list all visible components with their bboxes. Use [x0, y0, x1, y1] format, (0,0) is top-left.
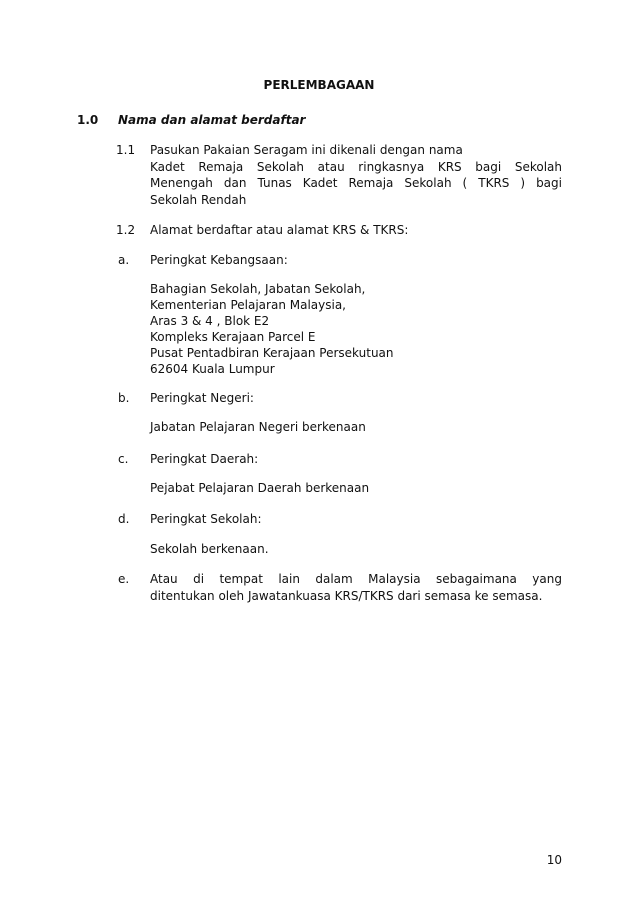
- item-1-1-line-1: Pasukan Pakaian Seragam ini dikenali dengan nama: [150, 143, 463, 157]
- sub-item-e-line-2: ditentukan oleh Jawatankuasa KRS/TKRS dari semasa ke semasa.: [150, 589, 543, 603]
- section-heading: Nama dan alamat berdaftar: [118, 113, 306, 127]
- item-1-2-text: Alamat berdaftar atau alamat KRS & TKRS:: [150, 223, 409, 237]
- address-line: Bahagian Sekolah, Jabatan Sekolah,: [150, 282, 366, 296]
- sub-item-letter-e: e.: [118, 572, 130, 586]
- sub-item-letter-b: b.: [118, 391, 130, 405]
- sub-item-b-text: Jabatan Pelajaran Negeri berkenaan: [150, 420, 366, 434]
- sub-item-c-heading: Peringkat Daerah:: [150, 452, 259, 466]
- address-line: Kementerian Pelajaran Malaysia,: [150, 298, 346, 312]
- sub-item-c-text: Pejabat Pelajaran Daerah berkenaan: [150, 481, 370, 495]
- sub-item-b-heading: Peringkat Negeri:: [150, 391, 254, 405]
- address-line: Pusat Pentadbiran Kerajaan Persekutuan: [150, 346, 394, 360]
- page-title: PERLEMBAGAAN: [263, 78, 375, 92]
- address-line: 62604 Kuala Lumpur: [150, 362, 275, 376]
- page-number: 10: [546, 853, 562, 867]
- sub-item-letter-c: c.: [118, 452, 129, 466]
- sub-item-d-heading: Peringkat Sekolah:: [150, 512, 262, 526]
- item-1-1-line-3: Menengah dan Tunas Kadet Remaja Sekolah ( TKRS ) bagi: [150, 176, 562, 190]
- sub-item-a-heading: Peringkat Kebangsaan:: [150, 253, 288, 267]
- item-1-1-line-4: Sekolah Rendah: [150, 193, 247, 207]
- sub-item-letter-d: d.: [118, 512, 130, 526]
- sub-item-d-text: Sekolah berkenaan.: [150, 542, 269, 556]
- item-1-1-line-2: Kadet Remaja Sekolah atau ringkasnya KRS bagi Sekolah: [150, 160, 562, 174]
- section-number: 1.0: [77, 113, 99, 127]
- sub-item-letter-a: a.: [118, 253, 130, 267]
- address-line: Kompleks Kerajaan Parcel E: [150, 330, 316, 344]
- item-number-1-2: 1.2: [116, 223, 136, 237]
- sub-item-e-line-1: Atau di tempat lain dalam Malaysia sebagaimana yang: [150, 572, 562, 586]
- address-line: Aras 3 & 4 , Blok E2: [150, 314, 270, 328]
- item-number-1-1: 1.1: [116, 143, 136, 157]
